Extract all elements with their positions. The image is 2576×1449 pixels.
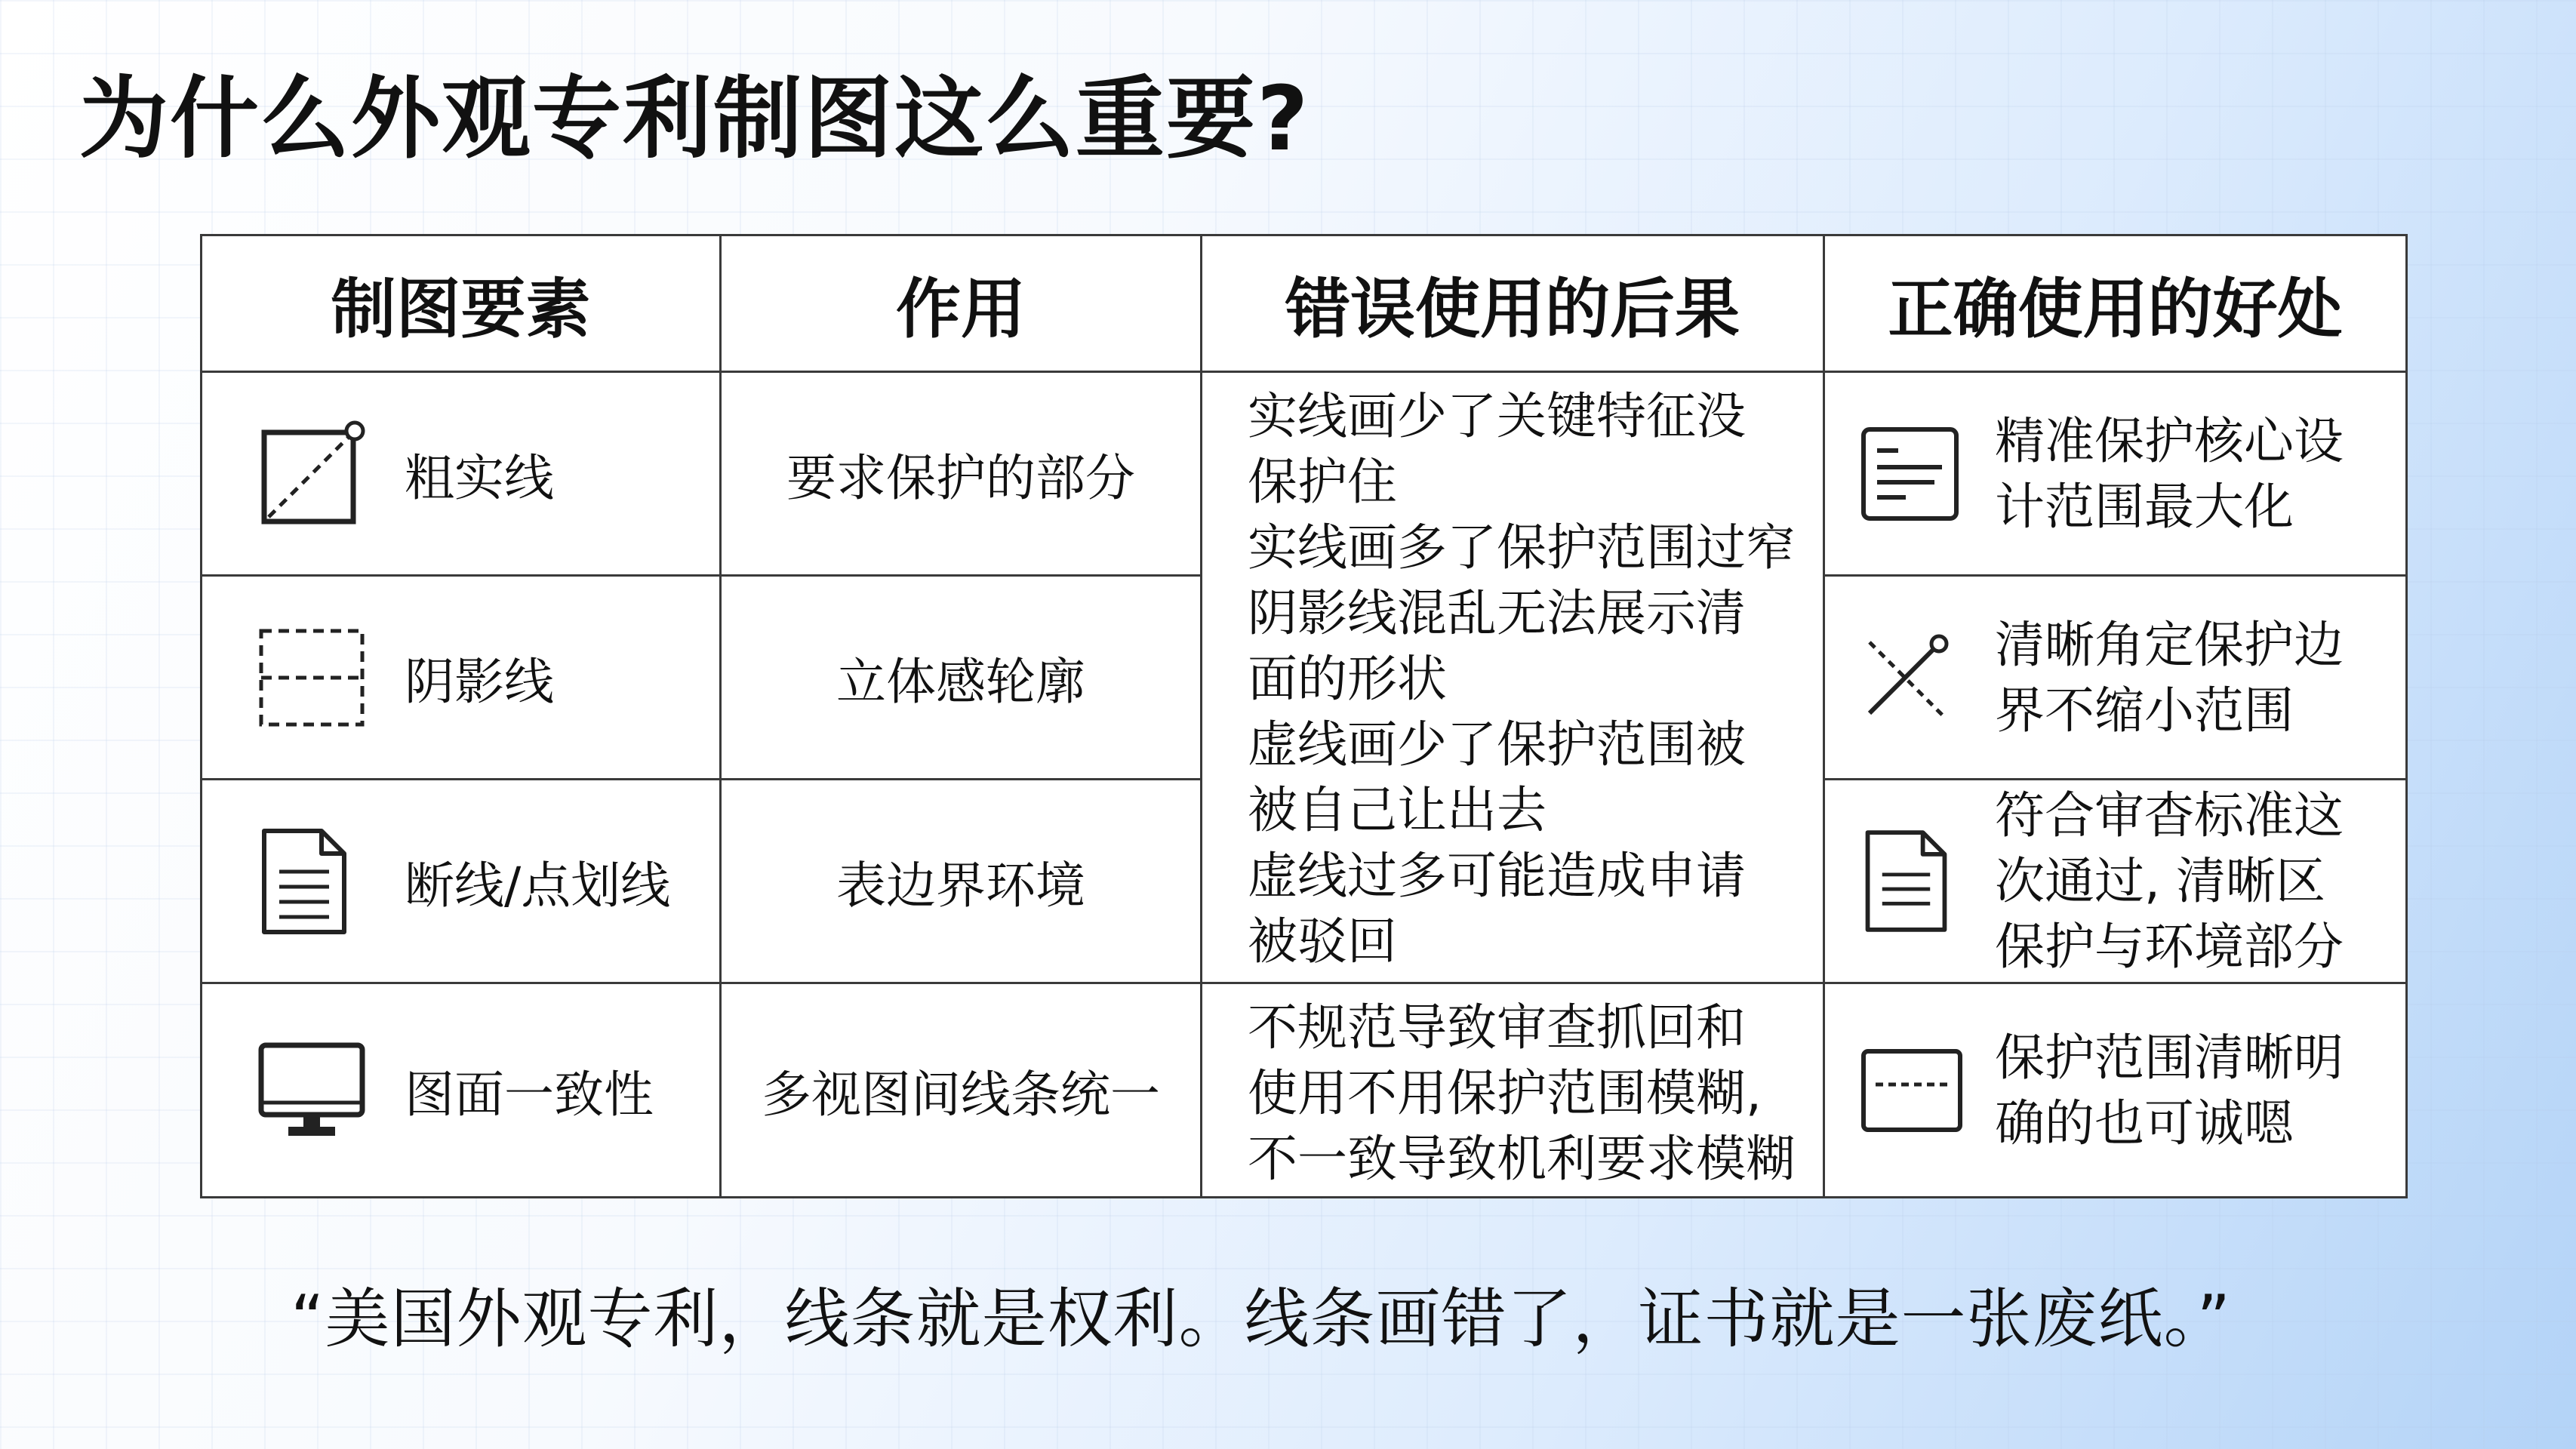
- header-benefit: 正确使用的好处: [1824, 235, 2407, 372]
- element-label: 阴影线: [405, 653, 554, 711]
- benefit-cell: [1824, 780, 2407, 983]
- element-label: 断线/点划线: [405, 857, 671, 915]
- benefit-line: 清晰角定保护边: [1995, 615, 2344, 674]
- header-function: 作用: [721, 235, 1202, 372]
- dashed-box-icon: [1859, 1045, 1965, 1136]
- header-element: 制图要素: [202, 235, 721, 372]
- benefit-line: 符合审杳标准这: [1995, 786, 2344, 844]
- benefit-cell: [1824, 576, 2407, 780]
- consequence-cell: [1202, 372, 1824, 983]
- drawing-elements-table: [200, 234, 2408, 1198]
- benefit-cell: [1824, 983, 2407, 1198]
- function-cell: 表边界环境: [721, 780, 1202, 983]
- benefit-line: 计范围最大化: [1995, 477, 2294, 536]
- consequence-line: 实线画多了保护范围过窄: [1248, 518, 1796, 577]
- header-consequence: 错误使用的后果: [1202, 235, 1824, 372]
- benefit-line: 保护范围清晰明: [1995, 1028, 2344, 1087]
- function-cell: 立体感轮廓: [721, 576, 1202, 780]
- element-label: 粗实线: [405, 449, 554, 507]
- crossed-pens-icon: [1859, 629, 1965, 727]
- function-cell: 多视图间线条统一: [721, 983, 1202, 1198]
- benefit-line: 保护与环境部分: [1995, 918, 2344, 976]
- consequence-line: 被自己让出去: [1248, 781, 1547, 839]
- benefit-line: 界不缩小范围: [1995, 681, 2294, 740]
- dashed-rectangle-icon: [255, 625, 376, 731]
- benefit-cell: [1824, 372, 2407, 576]
- quote-text: “美国外观专利，线条就是权利。线条画错了，证书就是一张废纸。”: [291, 1281, 2232, 1357]
- table-header-row: [202, 235, 2407, 372]
- consequence-line: 实线画少了关键特征没: [1248, 387, 1746, 445]
- consequence-line: 不一致导致机利要求模糊: [1248, 1130, 1796, 1188]
- element-label: 图面一致性: [405, 1066, 654, 1124]
- function-cell: 要求保护的部分: [721, 372, 1202, 576]
- document-icon: [255, 825, 376, 938]
- consequence-line: 被驳回: [1248, 912, 1397, 971]
- consequence-line: 阴影线混乱无法展示清: [1248, 584, 1746, 642]
- consequence-cell: [1202, 983, 1824, 1198]
- table-row: [202, 372, 2407, 576]
- document-icon: [1859, 826, 1965, 936]
- table-row: [202, 983, 2407, 1198]
- list-document-icon: [1859, 425, 1965, 523]
- consequence-line: 虚线画少了保护范围被: [1248, 715, 1746, 774]
- consequence-line: 虚线过多可能造成申请: [1248, 847, 1746, 905]
- benefit-line: 次通过, 清晰区: [1995, 852, 2325, 910]
- benefit-line: 精准保护核心设: [1995, 411, 2344, 470]
- consequence-line: 不规范导致审查抓回和: [1248, 998, 1746, 1057]
- benefit-line: 确的也可诚嗯: [1995, 1094, 2294, 1152]
- monitor-icon: [255, 1039, 376, 1141]
- consequence-line: 保护住: [1248, 453, 1397, 511]
- diagonal-square-icon: [255, 417, 376, 531]
- consequence-line: 使用不用保护范围模糊,: [1248, 1064, 1762, 1122]
- page-title: 为什么外观专利制图这么重要?: [79, 66, 1310, 171]
- consequence-line: 面的形状: [1248, 650, 1447, 708]
